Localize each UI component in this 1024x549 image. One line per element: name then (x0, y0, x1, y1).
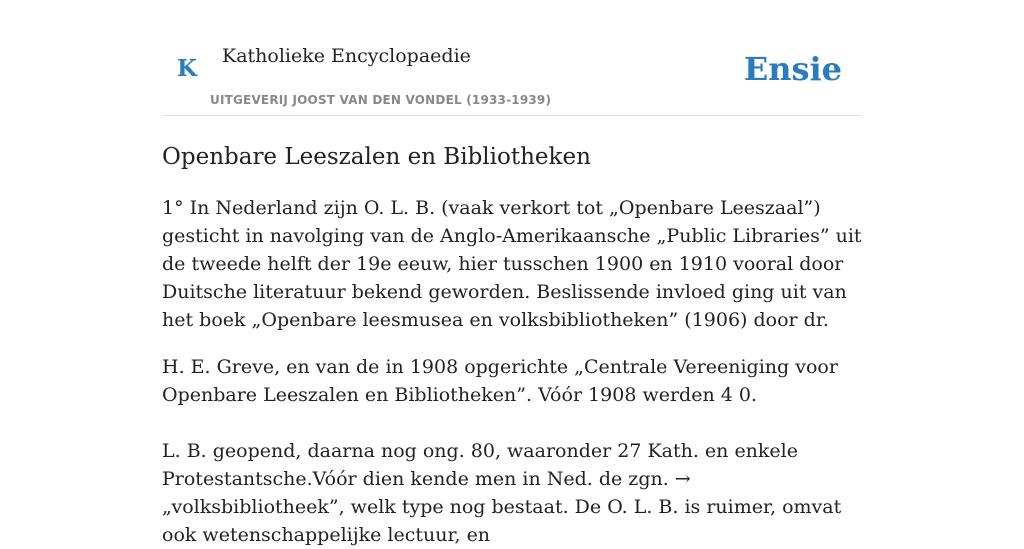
article-paragraph-3: L. B. geopend, daarna nog ong. 80, waaronder 27 Kath. en enkele Protestantsche.Vóór dien kende men in Ned. de zgn. → „volksbibliotheek”, welk type nog bestaat. De O. L. B. is ruimer, omvat ook wetenschappelijke lectuur, en (162, 440, 842, 546)
encyclopedia-title-link[interactable]: Katholieke Encyclopaedie (222, 45, 471, 67)
article-paragraph-2: H. E. Greve, en van de in 1908 opgerichte „Centrale Vereeniging voor Openbare Leeszalen en Bibliotheken”. Vóór 1908 werden 4 0. (162, 356, 838, 406)
publisher-label: UITGEVERIJ JOOST VAN DEN VONDEL (1933-1939) (210, 93, 552, 107)
page (162, 0, 862, 549)
encyclopedia-logo[interactable]: K (177, 55, 197, 82)
article-title: Openbare Leeszalen en Bibliotheken (162, 144, 591, 170)
article-paragraph-1: 1° In Nederland zijn O. L. B. (vaak verkort tot „Openbare Leeszaal”) gesticht in navolging van de Anglo-Amerikaansche „Public Libraries” uit de tweede helft der 19e eeuw, hier tusschen 1900 en 1910 vooral door Duitsche literatuur bekend geworden. Beslissende invloed ging uit van het boek „Openbare leesmusea en volksbibliotheken” (1906) door dr. (162, 197, 862, 331)
ensie-logo-link[interactable]: Ensie (743, 50, 842, 88)
site-header (162, 0, 862, 116)
